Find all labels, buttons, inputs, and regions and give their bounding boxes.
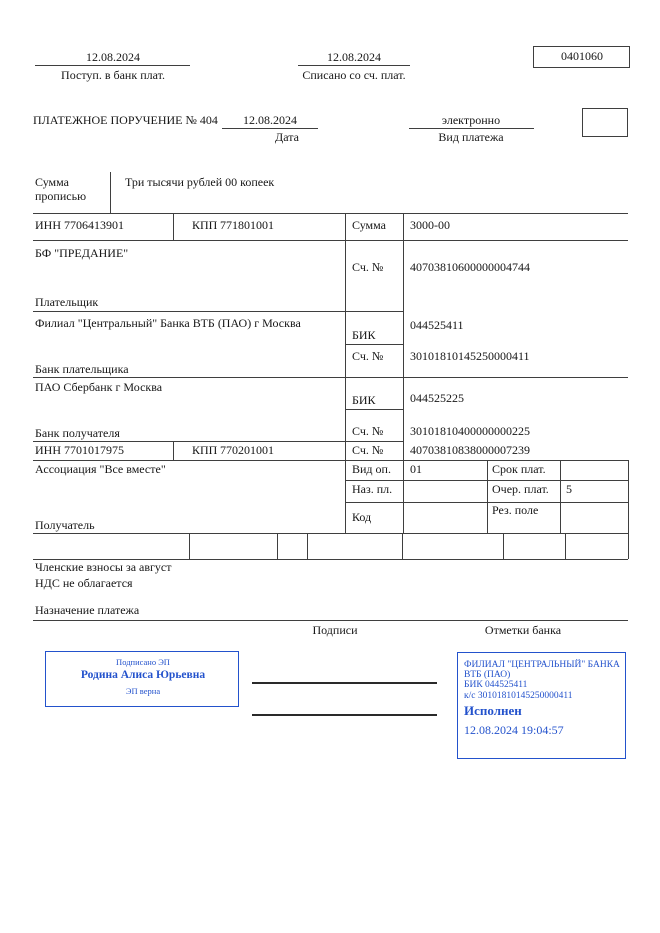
amount-label: Сумма (352, 218, 386, 232)
payer-bank-bik: 044525411 (410, 318, 464, 332)
document-title: ПЛАТЕЖНОЕ ПОРУЧЕНИЕ № 404 (33, 113, 218, 127)
form-code: 0401060 (561, 49, 603, 63)
payee-bank-bik: 044525225 (410, 391, 464, 405)
payer-bank-section-label: Банк плательщика (35, 362, 129, 376)
signature-stamp-name: Родина Алиса Юрьевна (80, 669, 206, 681)
naz-pl-label: Наз. пл. (352, 482, 393, 496)
reserve-label: Рез. поле (492, 503, 539, 517)
amount-words-value: Три тысячи рублей 00 копеек (125, 175, 275, 189)
priority-empty-box (582, 108, 628, 137)
priority-value: 5 (566, 482, 572, 496)
bank-stamp-datetime: 12.08.2024 19:04:57 (464, 723, 564, 737)
payer-name: БФ "ПРЕДАНИЕ" (35, 246, 129, 260)
payer-kpp: 771801001 (220, 218, 274, 232)
table-line (628, 460, 629, 533)
table-line (33, 377, 628, 378)
table-line (33, 441, 403, 442)
table-line (503, 533, 504, 559)
payee-bank-account-label: Сч. № (352, 424, 384, 438)
payer-bank-account: 30101810145250000411 (410, 349, 530, 363)
payee-account: 40703810838000007239 (410, 443, 530, 457)
table-line (402, 533, 403, 559)
bank-stamp-line-2: ВТБ (ПАО) (464, 670, 511, 680)
payer-account: 40703810600000004744 (410, 260, 530, 274)
payer-account-label: Сч. № (352, 260, 384, 274)
debited-date-label: Списано со сч. плат. (302, 68, 406, 82)
document-date-underline (222, 128, 318, 129)
table-line (487, 460, 488, 533)
payer-bank-account-label: Сч. № (352, 349, 384, 363)
table-line (565, 533, 566, 559)
op-type-label: Вид оп. (352, 462, 391, 476)
table-line (345, 409, 403, 410)
payee-bank-account: 30101810400000000225 (410, 424, 530, 438)
payer-section-label: Плательщик (35, 295, 99, 309)
payee-bank-section-label: Банк получателя (35, 426, 120, 440)
table-line (33, 213, 628, 214)
payee-name: Ассоциация "Все вместе" (35, 462, 166, 476)
bank-stamp-corr-account: к/с 30101810145250000411 (464, 691, 573, 701)
bank-stamp-box (457, 652, 626, 759)
table-line (560, 460, 561, 533)
bank-stamp-line-1: ФИЛИАЛ "ЦЕНТРАЛЬНЫЙ" БАНКА (464, 660, 620, 670)
table-line (628, 533, 629, 559)
payee-section-label: Получатель (35, 518, 95, 532)
signature-stamp-top: Подписано ЭП (116, 657, 170, 667)
purpose-section-label: Назначение платежа (35, 603, 140, 617)
bank-stamp-status: Исполнен (464, 703, 522, 718)
payer-bank-name: Филиал "Центральный" Банка ВТБ (ПАО) г Москва (35, 316, 301, 330)
payment-type-underline (409, 128, 534, 129)
table-line (33, 460, 628, 461)
signatures-label: Подписи (312, 623, 358, 637)
amount-value: 3000-00 (410, 218, 450, 232)
table-line (33, 240, 628, 241)
table-line (173, 213, 174, 240)
amount-words-divider (110, 172, 111, 213)
payer-inn: ИНН 7706413901 (35, 218, 124, 232)
table-line (345, 213, 346, 533)
table-line (403, 213, 404, 533)
debited-date: 12.08.2024 (327, 50, 381, 64)
bank-marks-label: Отметки банка (484, 623, 562, 637)
signature-stamp-box (45, 651, 239, 707)
signature-stamp-bottom: ЭП верна (125, 686, 161, 696)
purpose-line-1: Членские взносы за август (35, 560, 172, 574)
form-code-box (533, 46, 630, 68)
table-line (33, 533, 628, 534)
payee-inn: ИНН 7701017975 (35, 443, 124, 457)
received-date-label: Поступ. в банк плат. (61, 68, 165, 82)
table-line (345, 344, 403, 345)
table-line (307, 533, 308, 559)
payee-kpp: 770201001 (220, 443, 274, 457)
document-date: 12.08.2024 (243, 113, 297, 127)
table-line (189, 533, 190, 559)
payer-kpp-label: КПП (192, 218, 218, 232)
payee-account-label: Сч. № (352, 443, 384, 457)
op-type-value: 01 (410, 462, 422, 476)
bank-stamp-bik: БИК 044525411 (464, 680, 528, 690)
received-date-underline (35, 65, 190, 66)
payment-type: электронно (441, 113, 501, 127)
table-line (277, 533, 278, 559)
due-date-label: Срок плат. (492, 462, 546, 476)
purpose-line-2: НДС не облагается (35, 576, 133, 590)
payee-bank-bik-label: БИК (352, 393, 376, 407)
table-line (173, 441, 174, 460)
code-label: Код (352, 510, 372, 524)
payee-kpp-label: КПП (192, 443, 218, 457)
table-line (33, 311, 403, 312)
received-date: 12.08.2024 (86, 50, 140, 64)
amount-words-label-1: Сумма (35, 175, 69, 189)
payee-bank-name: ПАО Сбербанк г Москва (35, 380, 163, 394)
document-date-label: Дата (275, 130, 299, 144)
debited-date-underline (298, 65, 410, 66)
amount-words-label-2: прописью (35, 189, 87, 203)
signature-line-1 (252, 682, 437, 684)
payment-type-label: Вид платежа (438, 130, 504, 144)
purpose-underline (33, 620, 628, 621)
priority-label: Очер. плат. (492, 482, 549, 496)
signature-line-2 (252, 714, 437, 716)
payer-bank-bik-label: БИК (352, 328, 376, 342)
